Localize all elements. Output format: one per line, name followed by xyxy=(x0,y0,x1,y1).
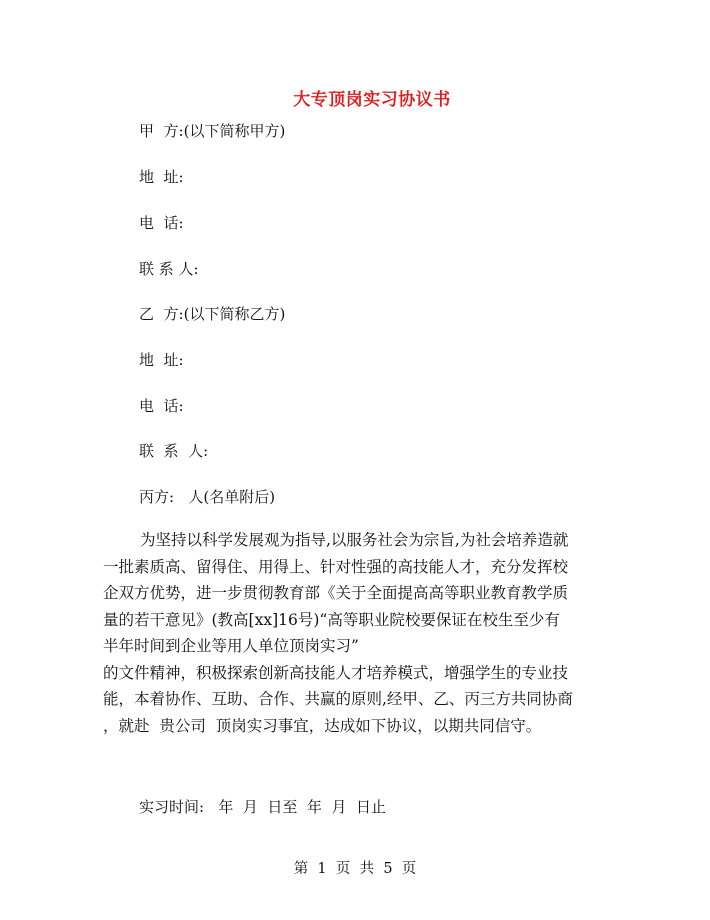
party-a-contact-line: 联 系 人: xyxy=(139,260,199,278)
party-a-phone-line: 电 话: xyxy=(139,214,184,232)
document-title: 大专顶岗实习协议书 xyxy=(293,90,451,110)
party-b-name-line: 乙 方:(以下简称乙方) xyxy=(139,305,286,323)
party-c-line: 丙方: 人(名单附后) xyxy=(139,488,276,506)
body-line: 的文件精神，积极探索创新高技能人才培养模式，增强学生的专业技 xyxy=(103,663,569,682)
body-line: 企双方优势，进一步贯彻教育部《关于全面提高高等职业教育教学质 xyxy=(103,584,569,602)
party-a-address-line: 地 址: xyxy=(139,168,184,186)
body-line: 能，本着协作、互助、合作、共赢的原则,经甲、乙、丙三方共同协商 xyxy=(103,690,573,708)
agreement-body-paragraph xyxy=(103,527,608,739)
party-b-phone-line: 电 话: xyxy=(139,397,184,415)
page-indicator: 第 1 页 共 5 页 xyxy=(293,861,417,877)
internship-time-line: 实习时间: 年 月 日至 年 月 日止 xyxy=(139,798,387,816)
body-line: 半年时间到企业等用人单位顶岗实习” xyxy=(103,637,359,655)
party-b-address-line: 地 址: xyxy=(139,351,184,369)
party-a-name-line: 甲 方:(以下简称甲方) xyxy=(139,122,286,140)
party-b-contact-line: 联 系 人: xyxy=(139,442,209,460)
body-line: 为坚持以科学发展观为指导,以服务社会为宗旨,为社会培养造就 xyxy=(140,531,569,549)
body-line: ，就赴 贵公司 顶岗实习事宜，达成如下协议，以期共同信守。 xyxy=(103,716,542,735)
body-line: 量的若干意见》(教高[xx]16号)“高等职业院校要保证在校生至少有 xyxy=(103,610,560,629)
body-line: 一批素质高、留得住、用得上、针对性强的高技能人才，充分发挥校 xyxy=(103,557,569,576)
